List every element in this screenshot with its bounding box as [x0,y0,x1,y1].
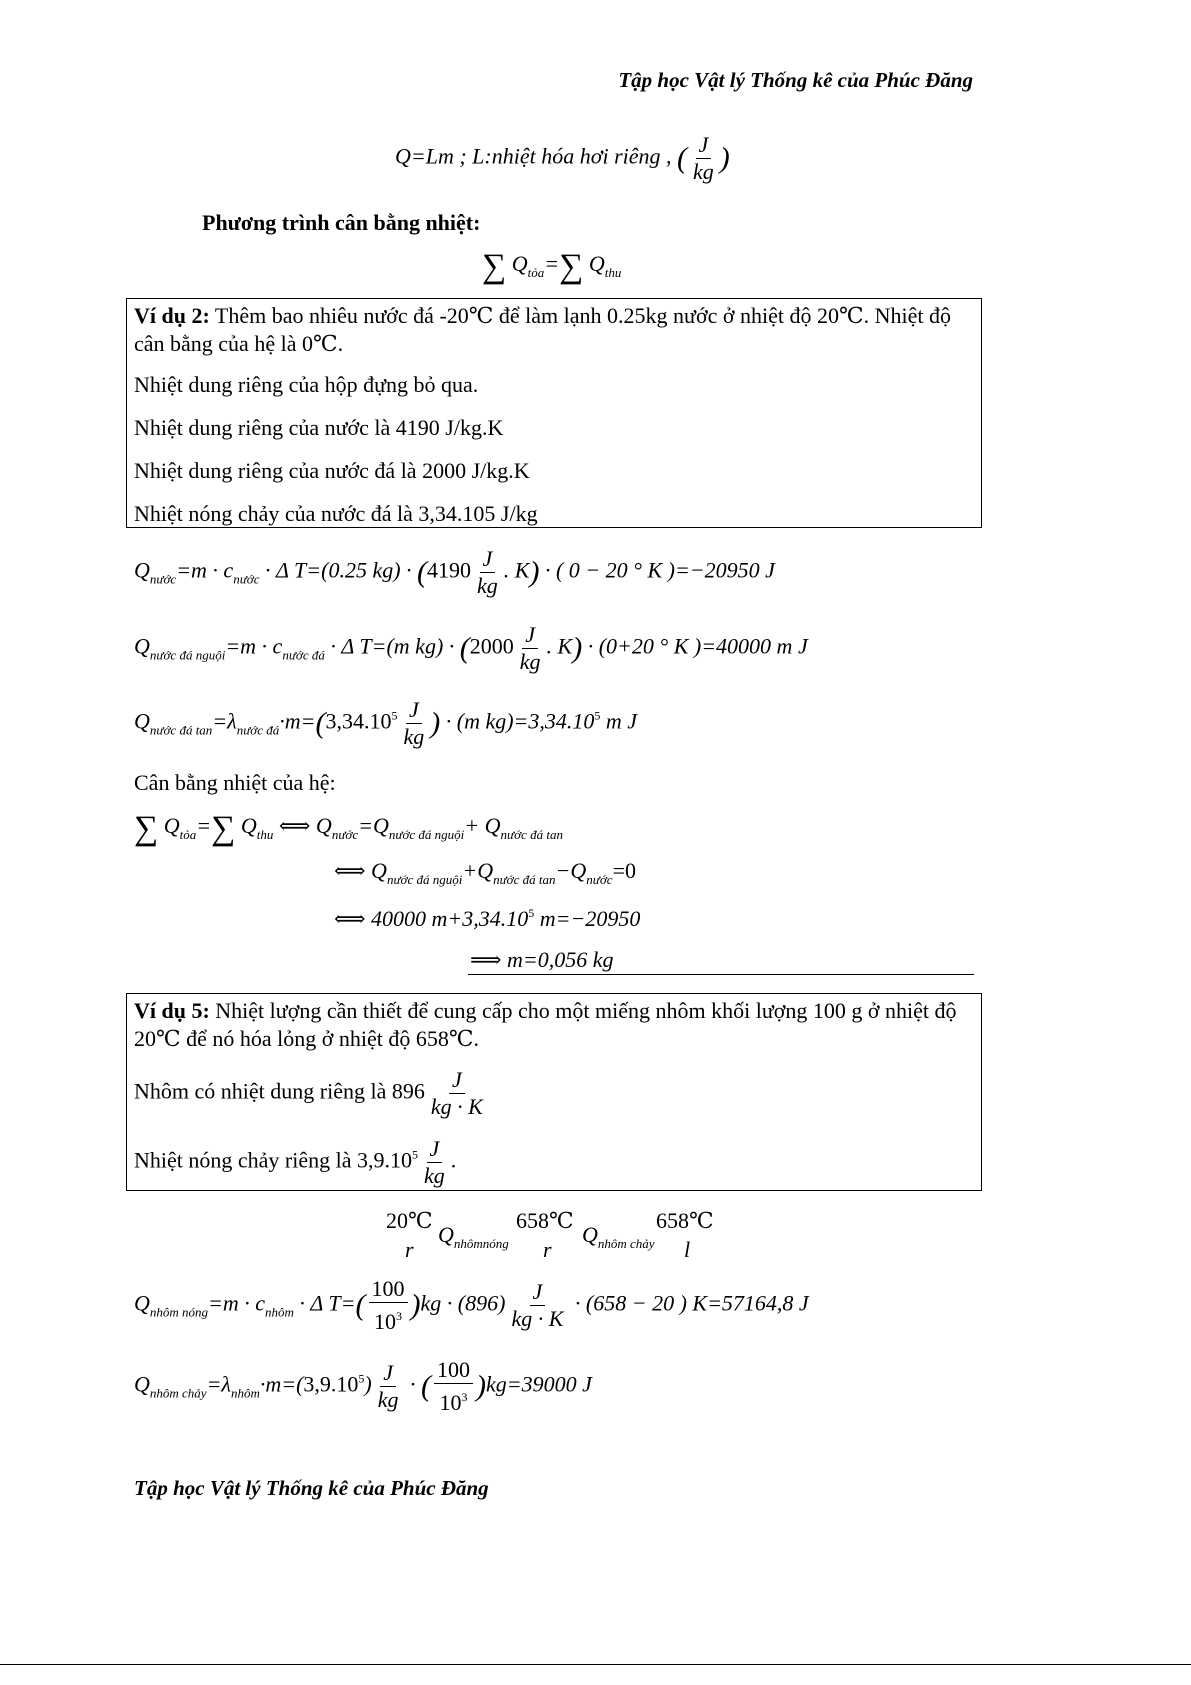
eq-q-water: $Q_{nước}=m \cdot c_{nước} \cdot \Delta$ T=(0.25 kg) · (4190 $\frac{J}{kg}$ . K) · ( 0 − 20 ° K )=−20950 J [134,546,775,598]
example-2-text: Thêm bao nhiêu nước đá -20℃ để làm lạnh 0.25kg nước ở nhiệt độ 20℃. Nhiệt độ [214,303,951,328]
page-footer: Tập học Vật lý Thống kê của Phúc Đăng [134,1476,489,1500]
balance-line-3: ⟺ 40000 $m+3,34.10^5$ m=−20950 [334,906,641,931]
process-t1: 20℃ [386,1208,433,1233]
result-underline [468,974,974,975]
result-value: m=0,056 kg [507,947,614,972]
balance-line-1: ∑ $Q_{tỏa}=\sum$ $Q_{thu}$ ⟺ $Q_{nước}=Q_{nước đá nguội}+ Q_{nước đá tan}$ [134,810,563,847]
example-5-line2: 20℃ để nó hóa lỏng ở nhiệt độ 658℃. [134,1026,479,1051]
example-5-text: Nhiệt lượng cần thiết để cung cấp cho một miếng nhôm khối lượng 100 g ở nhiệt độ [215,998,957,1023]
process-q2: $Q_{nhôm chảy}$ [582,1222,655,1251]
example-2-line2: cân bằng của hệ là 0℃. [134,331,344,356]
process-q1: $Q_{nhômnóng}$ [438,1222,509,1251]
balance-title: Cân bằng nhiệt của hệ: [134,770,336,795]
example-5-label: Ví dụ 5: [134,998,210,1023]
example-2-p3: Nhiệt dung riêng của nước đá là 2000 J/kg.K [134,458,530,483]
eq-q-ice-melt: $Q_{nước đá tan}=\lambda_{nước đá}\cdot m=(3,34.10^5$ $\frac{J}{kg}$ ) · (m $kg)=3,34.10^5$ m J [134,697,638,749]
example-2-label: Ví dụ 2: [134,303,210,328]
eq-q-ice-cool: $Q_{nước đá nguội}=m \cdot c_{nước đá} \cdot \Delta$ T=(m kg) · (2000 $\frac{J}{kg}$ . K) · (0+20 ° K )=40000 m J [134,622,808,674]
result-line: ⟹ m=0,056 kg [470,947,614,972]
example-2-line1 [134,301,951,331]
latent-desc: nhiệt hóa hơi riêng , [491,143,672,169]
example-5-line1 [134,996,957,1026]
latent-unit-num: J [696,132,712,159]
example-2-p4: Nhiệt nóng chảy của nước đá là 3,34.105 J/kg [134,501,538,526]
latent-lhs: Q=Lm ; L: [395,143,492,169]
example-2-p1: Nhiệt dung riêng của hộp đựng bỏ qua. [134,372,479,397]
example-2-p2: Nhiệt dung riêng của nước là 4190 J/kg.K [134,415,504,440]
process-t3: 658℃ [656,1208,714,1233]
example-5-p2: Nhiệt nóng chảy riêng là 3,9.10$^5$ $\frac{J}{kg}$ . [134,1136,457,1188]
page-bottom-line [0,1664,1191,1665]
process-s1: r [405,1237,414,1262]
latent-unit-den: kg [693,159,714,184]
process-s3: l [684,1237,691,1262]
process-t2: 658℃ [516,1208,574,1233]
eq-q-al-melt: $Q_{nhôm chảy}=\lambda_{nhôm}\cdot m=(3,9.10^5)$ $\frac{J}{kg}$ · ( $\frac{100}{10^3}$ )kg=39000 J [134,1357,592,1415]
balance-heading: Phương trình cân bằng nhiệt: [202,210,481,235]
example-5-p1: Nhôm có nhiệt dung riêng là 896 $\frac{J}{kg \cdot K}$ [134,1067,483,1119]
page-header: Tập học Vật lý Thống kê của Phúc Đăng [618,68,973,92]
latent-heat-formula: Q=Lm ; L:nhiệt hóa hơi riêng , ( $\frac{J}{kg}$ ) [395,132,730,184]
balance-line-2: ⟺ $Q_{nước đá nguội}+Q_{nước đá tan}-Q_{nước}=0$ [334,858,636,887]
process-s2: r [543,1237,552,1262]
eq-q-al-heat: $Q_{nhôm nóng}=m \cdot c_{nhôm} \cdot \Delta$ T=( $\frac{100}{10^3}$ )kg · (896) $\frac{J}{kg \cdot K}$ · (658 − 20 ) K=57164,8 J [134,1276,809,1334]
balance-equation: ∑ $Q_{tỏa}=\sum$ $Q_{thu}$ [482,248,622,285]
